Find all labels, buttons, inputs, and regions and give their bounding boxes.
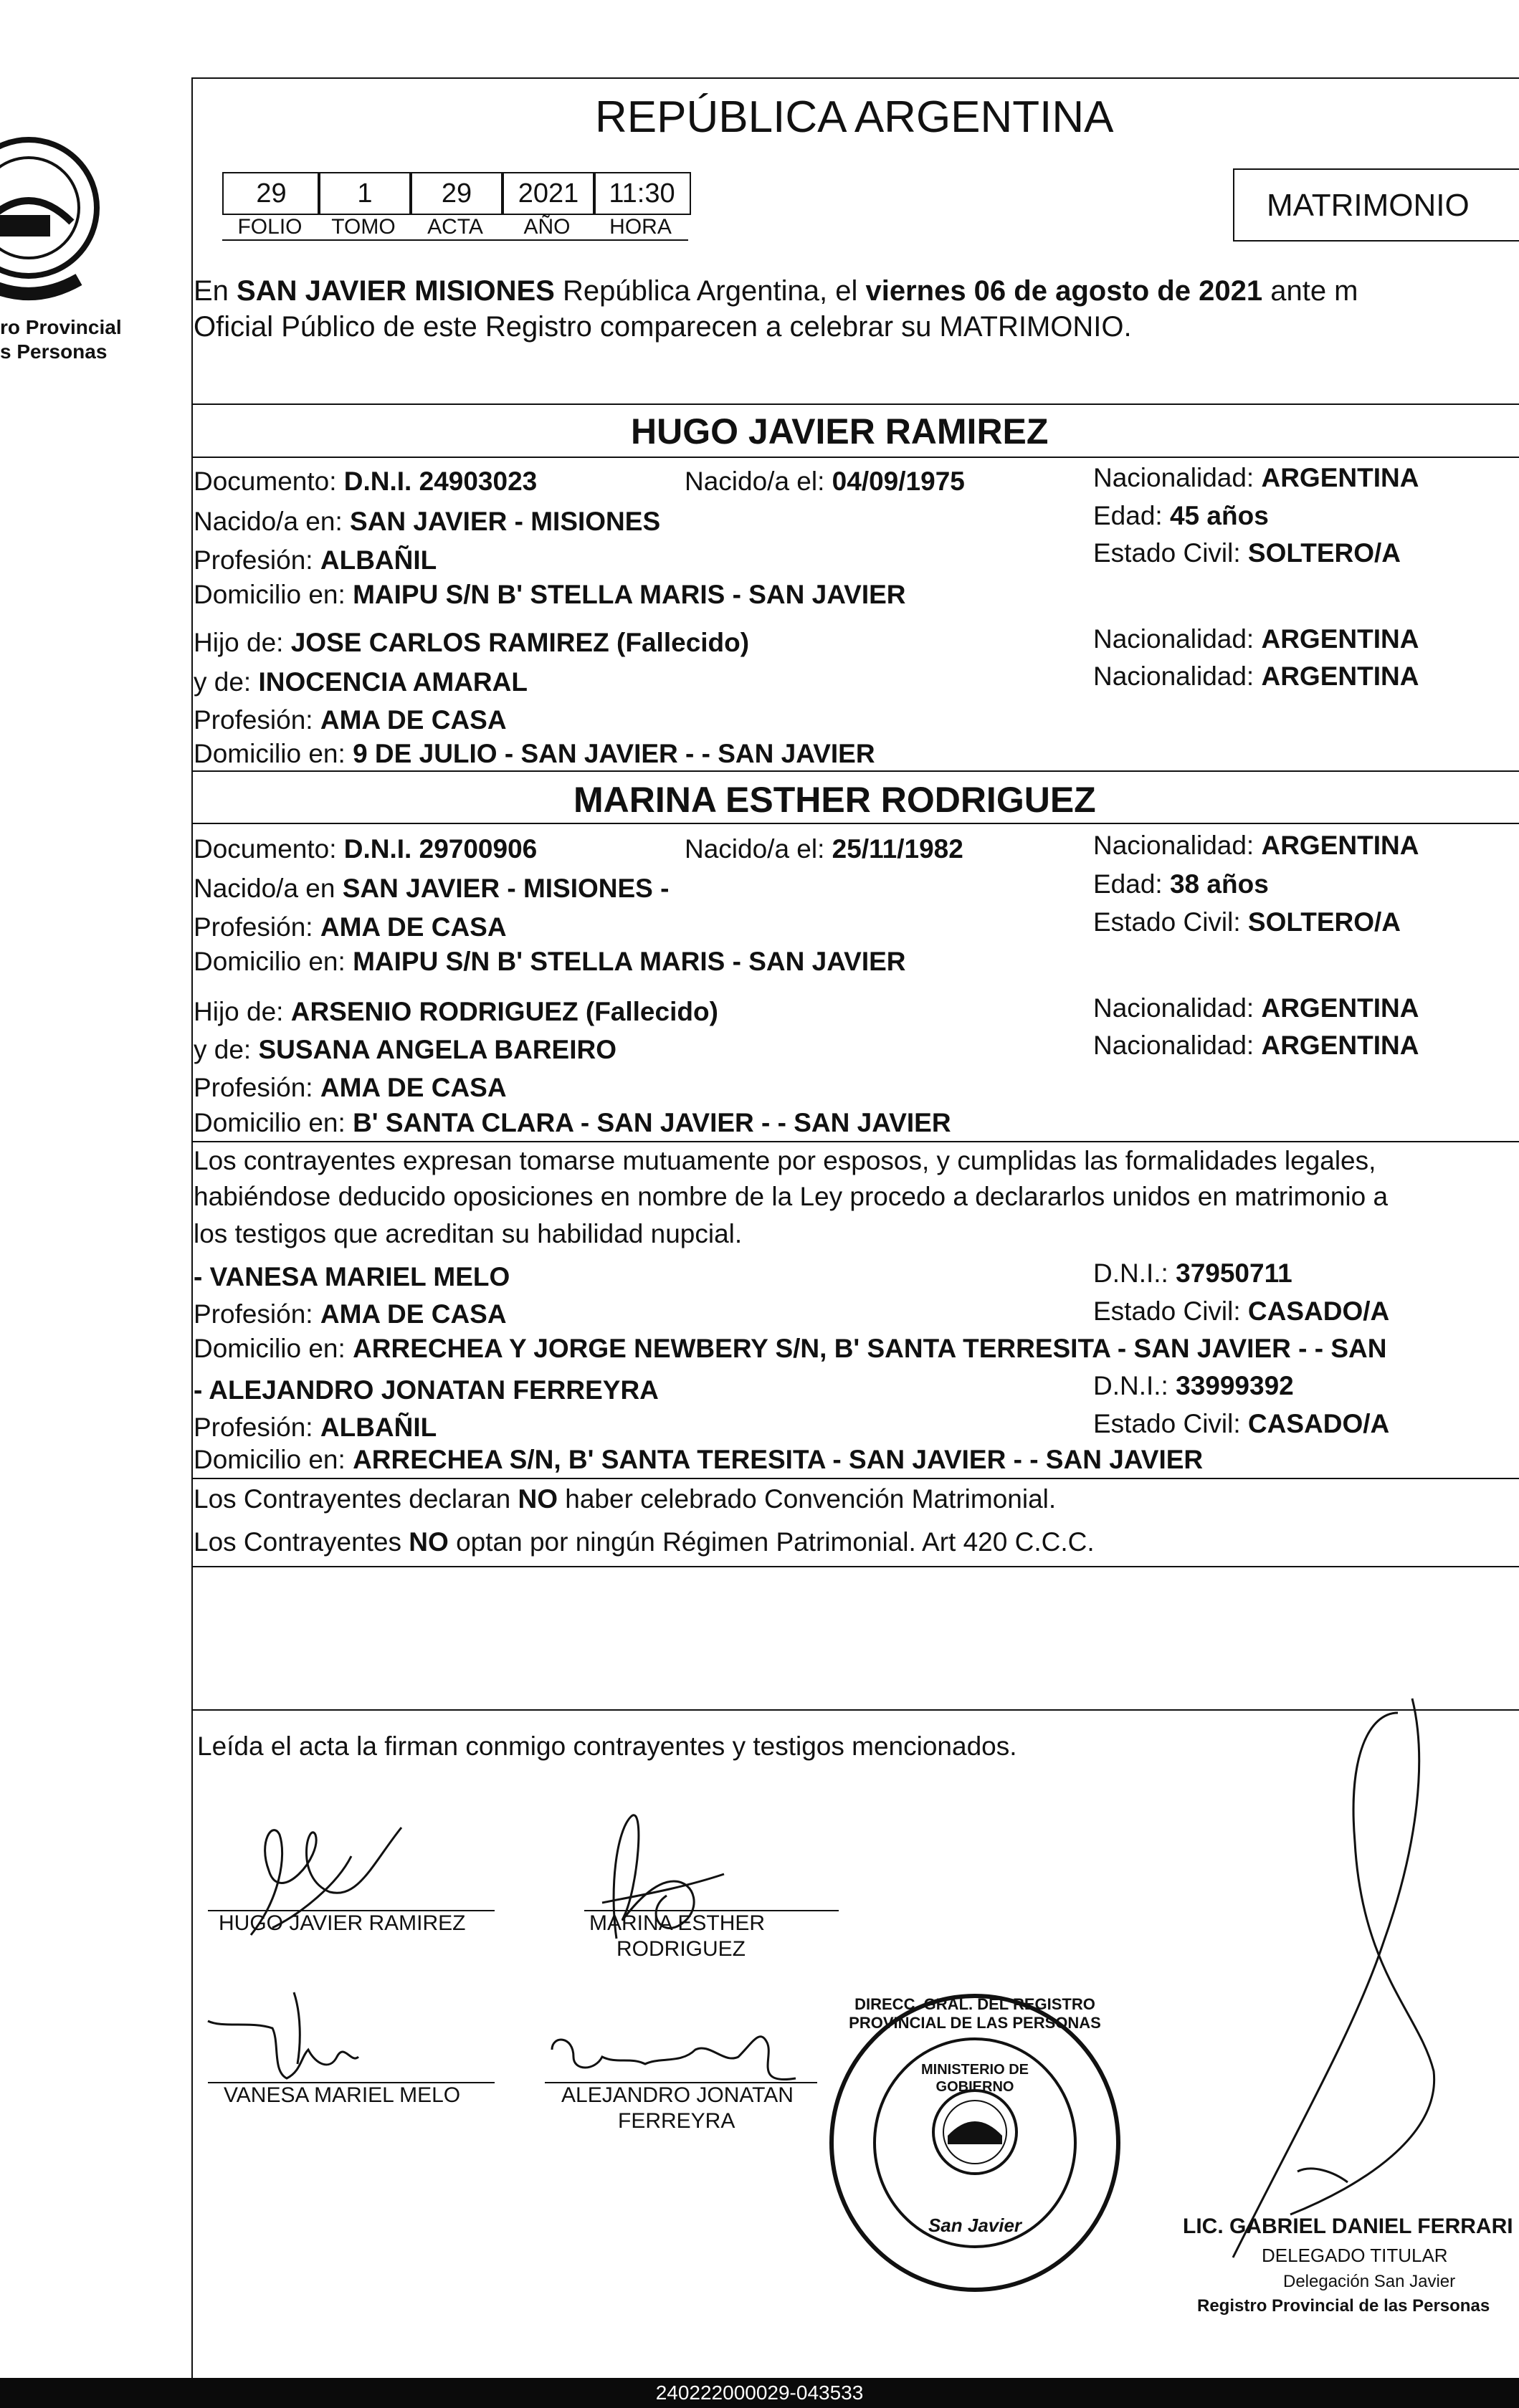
divider-groom-heading [191, 457, 1519, 458]
tomo-label: TOMO [331, 215, 396, 239]
ano-label: AÑO [523, 215, 571, 239]
regime-line-1: Los Contrayentes declaran NO haber celebrado Convención Matrimonial. [194, 1484, 1057, 1514]
divider-regime-bottom [191, 1566, 1519, 1567]
official-signature-drawing [1183, 1670, 1519, 2265]
witness-1-name: - VANESA MARIEL MELO [194, 1262, 510, 1291]
divider-regime-top [191, 1478, 1519, 1479]
closing-statement: Leída el acta la firman conmigo contrayentes y testigos mencionados. [197, 1731, 1017, 1761]
bride-document: Documento: D.N.I. 29700906 [194, 834, 538, 864]
bride-address: Domicilio en: MAIPU S/N B' STELLA MARIS - SAN JAVIER [194, 947, 906, 976]
groom-signature-name: HUGO JAVIER RAMIREZ [219, 1911, 466, 1935]
bride-mother-profession: Profesión: AMA DE CASA [194, 1073, 507, 1102]
intro-line-1 [194, 274, 1358, 308]
groom-birth-date: Nacido/a el: 04/09/1975 [685, 467, 965, 496]
ano-value: 2021 [501, 172, 596, 215]
doc-type-label: MATRIMONIO [1267, 188, 1470, 223]
groom-birth-place: Nacido/a en: SAN JAVIER - MISIONES [194, 507, 661, 536]
divider-bride-heading [191, 823, 1519, 824]
groom-mother-nationality: Nacionalidad: ARGENTINA [1093, 661, 1419, 691]
groom-father-nationality: Nacionalidad: ARGENTINA [1093, 624, 1419, 654]
witness-2-dni: D.N.I.: 33999392 [1093, 1371, 1294, 1400]
witness-2-profession: Profesión: ALBAÑIL [194, 1413, 437, 1442]
frame-left-border [191, 77, 193, 2378]
intro-country: República Argentina, el [554, 275, 866, 307]
acta-value: 29 [409, 172, 504, 215]
official-registry: Registro Provincial de las Personas [1197, 2296, 1490, 2316]
bride-father: Hijo de: ARSENIO RODRIGUEZ (Fallecido) [194, 997, 718, 1026]
bride-nationality: Nacionalidad: ARGENTINA [1093, 831, 1419, 860]
bride-name-heading: MARINA ESTHER RODRIGUEZ [573, 780, 1096, 820]
record-labels-underline [222, 239, 688, 241]
bride-civil-status: Estado Civil: SOLTERO/A [1093, 907, 1401, 937]
groom-name-heading: HUGO JAVIER RAMIREZ [631, 411, 1049, 452]
groom-address: Domicilio en: MAIPU S/N B' STELLA MARIS - SAN JAVIER [194, 580, 906, 609]
intro-date: viernes 06 de agosto de 2021 [865, 275, 1263, 307]
tomo-value: 1 [318, 172, 412, 215]
regime-line-2: Los Contrayentes NO optan por ningún Régimen Patrimonial. Art 420 C.C.C. [194, 1527, 1095, 1557]
groom-age: Edad: 45 años [1093, 501, 1269, 530]
groom-parents-address: Domicilio en: 9 DE JULIO - SAN JAVIER - - SAN JAVIER [194, 739, 875, 768]
witness-1-civil-status: Estado Civil: CASADO/A [1093, 1296, 1390, 1326]
intro-place: SAN JAVIER MISIONES [237, 275, 555, 307]
hora-label: HORA [609, 215, 672, 239]
bride-mother: y de: SUSANA ANGELA BAREIRO [194, 1035, 617, 1064]
groom-father: Hijo de: JOSE CARLOS RAMIREZ (Fallecido) [194, 628, 750, 657]
bride-mother-nationality: Nacionalidad: ARGENTINA [1093, 1031, 1419, 1060]
official-name: LIC. GABRIEL DANIEL FERRARI [1183, 2214, 1513, 2238]
intro-suffix: ante m [1262, 275, 1358, 307]
intro-prefix: En [194, 275, 237, 307]
footer-code: 240222000029-043533 [0, 2378, 1519, 2408]
intro-line-2: Oficial Público de este Registro comparecen a celebrar su MATRIMONIO. [194, 311, 1132, 343]
witness-2-address: Domicilio en: ARRECHEA S/N, B' SANTA TERESITA - SAN JAVIER - - SAN JAVIER [194, 1445, 1204, 1474]
bride-parents-address: Domicilio en: B' SANTA CLARA - SAN JAVIER - - SAN JAVIER [194, 1108, 951, 1137]
acta-label: ACTA [427, 215, 483, 239]
witness-1-dni: D.N.I.: 37950711 [1093, 1258, 1292, 1288]
official-seal [824, 1992, 1125, 2293]
logo-line-2: s Personas [0, 340, 108, 363]
groom-mother-profession: Profesión: AMA DE CASA [194, 705, 507, 735]
provincial-logo [0, 115, 100, 308]
groom-civil-status: Estado Civil: SOLTERO/A [1093, 538, 1401, 568]
seal-outer-text: DIRECC. GRAL. DEL REGISTRO PROVINCIAL DE LAS PERSONAS [849, 1995, 1101, 2032]
bride-birth-date: Nacido/a el: 25/11/1982 [685, 834, 963, 864]
witness-2-civil-status: Estado Civil: CASADO/A [1093, 1409, 1390, 1438]
groom-nationality: Nacionalidad: ARGENTINA [1093, 463, 1419, 492]
divider-declaration-top [191, 1141, 1519, 1142]
declaration-line-3: los testigos que acreditan su habilidad nupcial. [194, 1219, 743, 1248]
logo-text [0, 315, 122, 364]
divider-bride-top [191, 770, 1519, 772]
bride-birth-place: Nacido/a en SAN JAVIER - MISIONES - [194, 874, 670, 903]
hora-value: 11:30 [593, 172, 691, 215]
bride-signature-name-2: RODRIGUEZ [616, 1937, 746, 1961]
witness-2-signature-name-2: FERREYRA [618, 2109, 735, 2133]
doc-type-box [1233, 168, 1519, 242]
declaration-line-1: Los contrayentes expresan tomarse mutuamente por esposos, y cumplidas las formalidades legales, [194, 1146, 1376, 1175]
seal-bottom-text: San Javier [928, 2214, 1022, 2236]
groom-profession: Profesión: ALBAÑIL [194, 545, 437, 575]
witness-2-signature-name-1: ALEJANDRO JONATAN [561, 2083, 794, 2107]
groom-document: Documento: D.N.I. 24903023 [194, 467, 538, 496]
witness-1-signature-name: VANESA MARIEL MELO [224, 2083, 461, 2107]
folio-value: 29 [222, 172, 320, 215]
frame-top-border [191, 77, 1519, 79]
divider-groom-top [191, 403, 1519, 405]
bride-age: Edad: 38 años [1093, 869, 1269, 899]
groom-mother: y de: INOCENCIA AMARAL [194, 667, 528, 697]
bride-signature-name-1: MARINA ESTHER [589, 1911, 766, 1935]
bride-profession: Profesión: AMA DE CASA [194, 912, 507, 942]
page-title: REPÚBLICA ARGENTINA [595, 92, 1114, 142]
witness-1-address: Domicilio en: ARRECHEA Y JORGE NEWBERY S/N, B' SANTA TERRESITA - SAN JAVIER - - SAN [194, 1334, 1387, 1363]
logo-line-1: ro Provincial [0, 316, 122, 338]
declaration-line-2: habiéndose deducido oposiciones en nombre de la Ley procedo a declararlos unidos en matrimonio a [194, 1182, 1389, 1211]
official-role: DELEGADO TITULAR [1262, 2245, 1448, 2266]
seal-inner-text: MINISTERIO DE GOBIERNO [920, 2062, 1029, 2095]
official-office: Delegación San Javier [1283, 2272, 1456, 2291]
witness-1-signature-drawing [194, 1978, 380, 2086]
witness-2-name: - ALEJANDRO JONATAN FERREYRA [194, 1375, 659, 1405]
bride-father-nationality: Nacionalidad: ARGENTINA [1093, 993, 1419, 1023]
folio-label: FOLIO [237, 215, 303, 239]
witness-1-profession: Profesión: AMA DE CASA [194, 1299, 507, 1329]
